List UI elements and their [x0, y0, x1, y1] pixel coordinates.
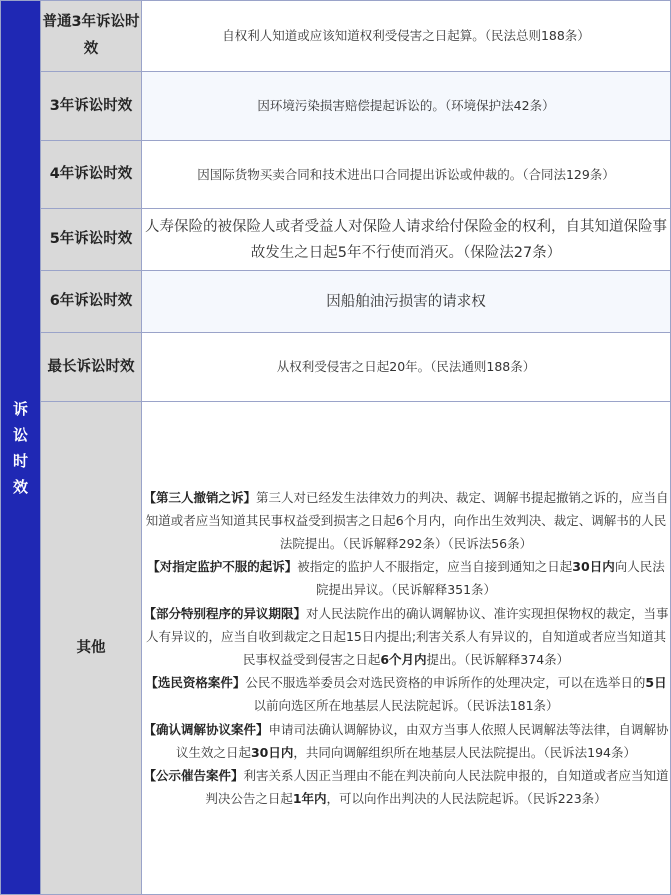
row-content: 人寿保险的被保险人或者受益人对保险人请求给付保险金的权利，自其知道保险事故发生之日起5年不行使而消灭。（保险法27条）	[142, 209, 671, 271]
others-item-tag: 【部分特别程序的异议期限】	[143, 605, 306, 621]
others-item	[142, 671, 670, 717]
others-item-emphasis: 5日	[645, 675, 667, 691]
table-row	[1, 333, 671, 402]
row-content: 因国际货物买卖合同和技术进出口合同提出诉讼或仲裁的。（合同法129条）	[142, 141, 671, 209]
others-item	[142, 555, 670, 601]
others-item-text: 以前向选区所在地基层人民法院起诉。（民诉法181条）	[253, 698, 559, 714]
row-content: 因环境污染损害赔偿提起诉讼的。（环境保护法42条）	[142, 72, 671, 141]
row-label: 6年诉讼时效	[41, 271, 142, 333]
table-row	[1, 271, 671, 333]
others-content	[142, 402, 671, 895]
others-item-tag: 【第三人撤销之诉】	[143, 489, 256, 505]
others-item-emphasis: 30日内	[250, 744, 294, 760]
row-label: 3年诉讼时效	[41, 72, 142, 141]
table-row	[1, 1, 671, 72]
table-row	[1, 72, 671, 141]
row-label: 最长诉讼时效	[41, 333, 142, 402]
others-item-text: ，共同向调解组织所在地基层人民法院提出。（民诉法194条）	[293, 744, 637, 760]
side-label-cell	[1, 1, 41, 895]
others-item-emphasis: 1年内	[292, 791, 327, 807]
others-item	[142, 486, 670, 556]
others-item-text: 提出。（民诉解释374条）	[426, 652, 570, 667]
row-label: 4年诉讼时效	[41, 141, 142, 209]
table-row	[1, 141, 671, 209]
others-item-tag: 【选民资格案件】	[145, 675, 246, 691]
others-item-emphasis: 30日内	[572, 559, 615, 575]
others-item-tag: 【对指定监护不服的起诉】	[147, 559, 298, 575]
row-content: 因船舶油污损害的请求权	[142, 271, 671, 333]
row-label: 普通3年诉讼时效	[41, 1, 142, 72]
row-content: 自权利人知道或应该知道权利受侵害之日起算。（民法总则188条）	[142, 1, 671, 72]
others-label: 其他	[41, 402, 142, 895]
others-item-emphasis: 6个月内	[380, 652, 427, 667]
others-item	[142, 764, 670, 810]
others-item-text: ，可以向作出判决的人民法院起诉。（民诉223条）	[326, 791, 607, 807]
row-label: 5年诉讼时效	[41, 209, 142, 271]
table-row	[1, 209, 671, 271]
others-item-text: 公民不服选举委员会对选民资格的申诉所作的处理决定，可以在选举日的	[245, 675, 646, 691]
others-item-text: 被指定的监护人不服指定，应当自接到通知之日起	[297, 559, 573, 575]
table-row	[1, 402, 671, 895]
others-item	[142, 602, 670, 672]
others-item-text: 第三人对已经发生法律效力的判决、裁定、调解书提起撤销之诉的，应当自知道或者应当知道其民事权益受到损害之日起6个月内，向作出生效判决、裁定、调解书的人民法院提出。（民诉解释292条）（民诉法56条）	[145, 489, 669, 551]
others-item-text: 向人民法院提出异议。（民诉解释351条）	[315, 559, 665, 598]
others-item-text: 申请司法确认调解协议，由双方当事人依照人民调解法等法律，自调解协议生效之日起	[175, 721, 669, 760]
others-item	[142, 718, 670, 764]
row-content: 从权利受侵害之日起20年。（民法通则188条）	[142, 333, 671, 402]
others-item-tag: 【公示催告案件】	[143, 768, 244, 784]
others-item-tag: 【确认调解协议案件】	[143, 721, 269, 737]
others-item-text: 对人民法院作出的确认调解协议、准许实现担保物权的裁定，当事人有异议的，应当自收到裁定之日起15日内提出;利害关系人有异议的，自知道或者应当知道其民事权益受到侵害之日起	[145, 605, 669, 667]
side-label: 诉讼时效	[12, 399, 28, 496]
others-item-text: 利害关系人因正当理由不能在判决前向人民法院申报的，自知道或者应当知道判决公告之日起	[205, 768, 669, 807]
